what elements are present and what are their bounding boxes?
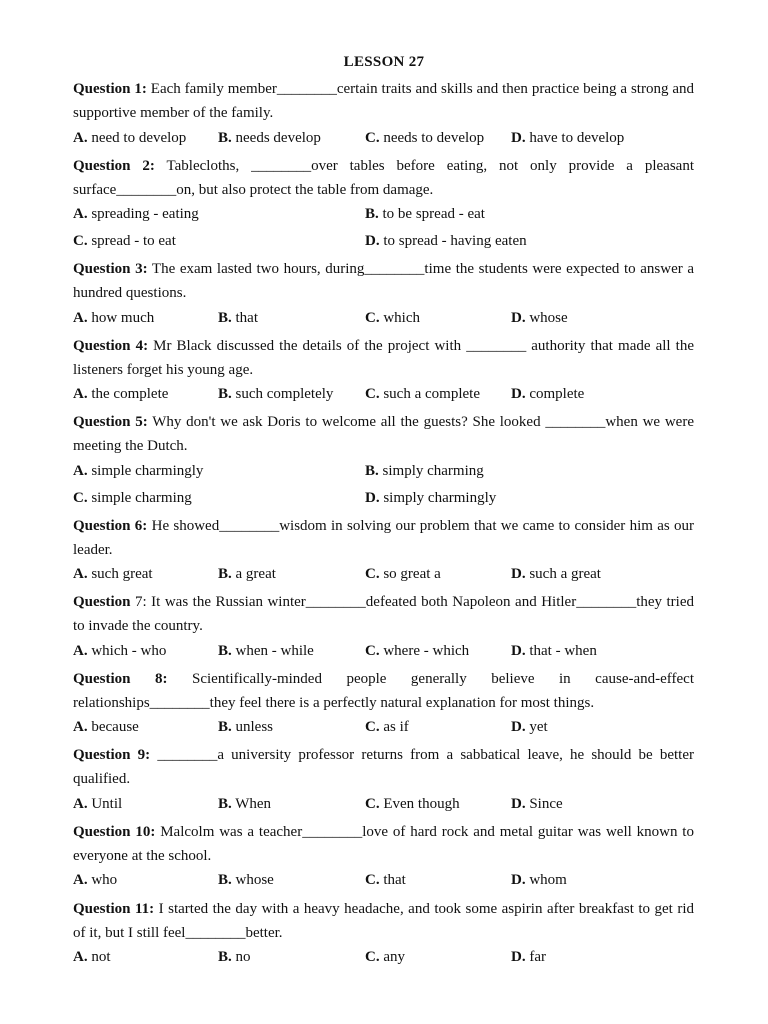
lesson-title: LESSON 27 xyxy=(343,54,425,70)
options-row xyxy=(73,206,694,228)
question-text: Mr Black discussed the details of the project with ________ authority that made all the listeners forget his young age. xyxy=(73,338,694,378)
option-b: B. no xyxy=(218,949,251,965)
option-b: B. simply charming xyxy=(365,463,484,479)
option-c: C. so great a xyxy=(365,566,441,582)
options-row xyxy=(73,643,694,665)
question-label: Question 4: xyxy=(73,338,149,354)
option-b: B. that xyxy=(218,310,259,326)
question-label: Question 2: xyxy=(73,158,155,174)
option-b: B. a great xyxy=(218,566,276,582)
option-a: A. how much xyxy=(73,310,155,326)
question-11 xyxy=(73,898,694,945)
option-c: C. such a complete xyxy=(365,386,480,402)
option-b: B. When xyxy=(218,796,272,812)
question-text: Why don't we ask Doris to welcome all the guests? She looked ________when we were meeting the Dutch. xyxy=(73,414,694,454)
question-4 xyxy=(73,335,694,382)
question-label: Question 3: xyxy=(73,261,148,277)
options-row xyxy=(73,949,694,971)
option-a: A. Until xyxy=(73,796,123,812)
option-c: C. spread - to eat xyxy=(73,233,176,249)
question-label: Question 10: xyxy=(73,824,156,840)
question-3 xyxy=(73,258,694,305)
option-d: D. such a great xyxy=(511,566,601,582)
option-a: A. which - who xyxy=(73,643,167,659)
question-label: Question xyxy=(73,594,131,610)
option-a: A. need to develop xyxy=(73,130,187,146)
options-row xyxy=(73,463,694,485)
option-c: C. that xyxy=(365,872,406,888)
options-row xyxy=(73,490,694,512)
options-row xyxy=(73,310,694,332)
question-2 xyxy=(73,155,694,202)
option-c: C. as if xyxy=(365,719,409,735)
option-d: D. Since xyxy=(511,796,563,812)
question-text: He showed________wisdom in solving our problem that we came to consider him as our leader. xyxy=(73,518,695,558)
question-6 xyxy=(73,515,694,562)
option-c: C. needs to develop xyxy=(365,130,485,146)
option-d: D. to spread - having eaten xyxy=(365,233,527,249)
option-a: A. who xyxy=(73,872,118,888)
options-row xyxy=(73,386,694,408)
option-d: D. whom xyxy=(511,872,567,888)
question-label: Question 11: xyxy=(73,901,155,917)
option-d: D. have to develop xyxy=(511,130,625,146)
option-b: B. such completely xyxy=(218,386,334,402)
option-d: D. that - when xyxy=(511,643,597,659)
question-text: 7: It was the Russian winter________defeated both Napoleon and Hitler________they tried to invade the country. xyxy=(73,594,694,634)
question-text: Tablecloths, ________over tables before eating, not only provide a pleasant surface________on, but also protect the table from damage. xyxy=(73,158,694,198)
option-d: D. simply charmingly xyxy=(365,490,497,506)
question-text: I started the day with a heavy headache, and took some aspirin after breakfast to get rid of it, but I still feel________better. xyxy=(73,901,694,941)
option-a: A. such great xyxy=(73,566,153,582)
option-b: B. when - while xyxy=(218,643,314,659)
options-row xyxy=(73,872,694,894)
option-a: A. spreading - eating xyxy=(73,206,199,222)
option-d: D. whose xyxy=(511,310,568,326)
option-c: C. where - which xyxy=(365,643,470,659)
question-8 xyxy=(73,668,694,715)
option-b: B. unless xyxy=(218,719,274,735)
option-c: C. any xyxy=(365,949,406,965)
option-a: A. because xyxy=(73,719,139,735)
option-d: D. complete xyxy=(511,386,585,402)
option-b: B. whose xyxy=(218,872,274,888)
question-label: Question 6: xyxy=(73,518,148,534)
option-c: C. Even though xyxy=(365,796,460,812)
option-b: B. to be spread - eat xyxy=(365,206,485,222)
option-c: C. simple charming xyxy=(73,490,192,506)
question-label: Question 5: xyxy=(73,414,148,430)
question-text: Scientifically-minded people generally believe in cause-and-effect relationships________they feel there is a perfectly natural explanation for most things. xyxy=(73,671,694,711)
options-row xyxy=(73,796,694,818)
options-row xyxy=(73,719,694,741)
options-row xyxy=(73,566,694,588)
question-5 xyxy=(73,411,694,458)
question-7 xyxy=(73,591,694,638)
question-9 xyxy=(73,744,694,791)
option-a: A. not xyxy=(73,949,111,965)
question-label: Question 8: xyxy=(73,671,168,687)
question-1 xyxy=(73,78,694,125)
question-10 xyxy=(73,821,694,868)
question-text: Malcolm was a teacher________love of hard rock and metal guitar was well known to everyone at the school. xyxy=(73,824,694,864)
option-d: D. far xyxy=(511,949,546,965)
question-text: The exam lasted two hours, during________time the students were expected to answer a hundred questions. xyxy=(73,261,694,301)
question-text: ________a university professor returns from a sabbatical leave, he should be better qualified. xyxy=(73,747,694,787)
option-c: C. which xyxy=(365,310,421,326)
question-label: Question 9: xyxy=(73,747,151,763)
option-d: D. yet xyxy=(511,719,548,735)
options-row xyxy=(73,233,694,255)
option-b: B. needs develop xyxy=(218,130,321,146)
question-text: Each family member________certain traits and skills and then practice being a strong and supportive member of the family. xyxy=(73,81,694,121)
option-a: A. the complete xyxy=(73,386,169,402)
option-a: A. simple charmingly xyxy=(73,463,204,479)
options-row xyxy=(73,130,694,152)
question-label: Question 1: xyxy=(73,81,147,97)
